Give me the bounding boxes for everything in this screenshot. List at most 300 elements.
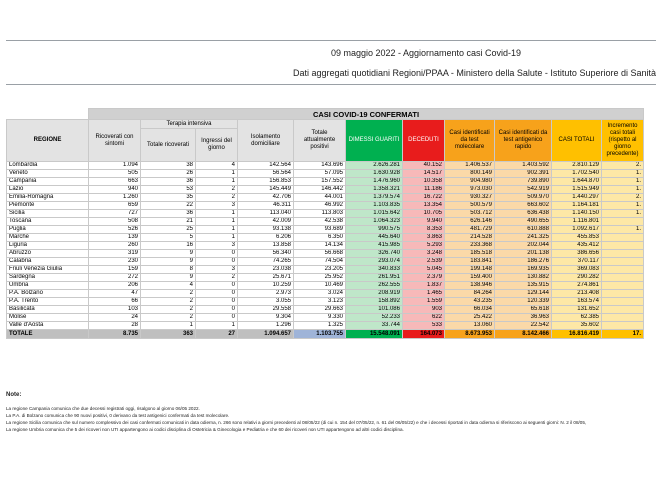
table-cell: 11.186 (403, 186, 445, 194)
table-cell: 0 (196, 250, 238, 258)
table-row (7, 162, 644, 170)
top-rule (6, 40, 656, 41)
table-cell: 1.260 (89, 194, 141, 202)
table-cell: 1. (602, 170, 644, 178)
table-cell: 319 (89, 250, 141, 258)
region-name: Sardegna (7, 274, 89, 282)
table-cell: 9 (141, 274, 196, 282)
table-cell: 66 (89, 298, 141, 306)
table-row (7, 218, 644, 226)
table-cell: 274.861 (552, 282, 602, 290)
table-cell: 206 (89, 282, 141, 290)
table-cell: 2 (141, 306, 196, 314)
col-header-casi-totali: CASI TOTALI (552, 120, 602, 162)
region-name: Liguria (7, 242, 89, 250)
table-cell: 66.034 (445, 306, 495, 314)
table-cell: 636.438 (495, 210, 552, 218)
table-cell: 293.074 (346, 258, 403, 266)
table-cell: 2.626.281 (346, 162, 403, 170)
table-row (7, 194, 644, 202)
table-cell: 52.233 (346, 314, 403, 322)
table-cell: 36.963 (495, 314, 552, 322)
table-cell: 29.663 (294, 306, 346, 314)
table-cell: 363 (141, 330, 196, 339)
table-cell: 8.142.466 (495, 330, 552, 339)
table-cell: 370.117 (552, 258, 602, 266)
report-subtitle: Dati aggregati quotidiani Regioni/PPAA - Ministero della Salute - Istituto Superiore di Sanità (292, 68, 656, 78)
table-cell: 2.973 (238, 290, 294, 298)
table-cell: 5.293 (403, 242, 445, 250)
region-name: Molise (7, 314, 89, 322)
table-cell (602, 250, 644, 258)
table-cell: 47 (89, 290, 141, 298)
col-header: Totale ricoverati (141, 129, 196, 162)
table-cell: 1. (602, 202, 644, 210)
table-cell: 739.890 (495, 178, 552, 186)
table-cell: 202.044 (495, 242, 552, 250)
report-title: 09 maggio 2022 - Aggiornamento casi Covid-19 (330, 48, 522, 58)
col-header-deceduti: DECEDUTI (403, 120, 445, 162)
table-cell: 8 (141, 266, 196, 274)
table-cell: 183.841 (445, 258, 495, 266)
table-cell: 13.858 (238, 242, 294, 250)
table-cell: 23.038 (238, 266, 294, 274)
table-cell: 25.671 (238, 274, 294, 282)
table-cell: 3.248 (403, 250, 445, 258)
table-cell: 10.705 (403, 210, 445, 218)
table-cell: 3.123 (294, 298, 346, 306)
table-cell: 445.640 (346, 234, 403, 242)
table-cell: 1.092.617 (552, 226, 602, 234)
region-name: Lombardia (7, 162, 89, 170)
table-cell: 1.140.150 (552, 210, 602, 218)
table-cell: 1.406.537 (445, 162, 495, 170)
icu-group-header: Terapia intensiva (141, 120, 238, 129)
table-cell: 663 (89, 178, 141, 186)
table-cell: 1 (196, 210, 238, 218)
table-cell (602, 282, 644, 290)
table-cell: 9.940 (403, 218, 445, 226)
table-cell: 930.327 (445, 194, 495, 202)
table-cell: 455.853 (552, 234, 602, 242)
region-header: REGIONE (7, 120, 89, 162)
table-cell (602, 314, 644, 322)
table-cell: 93.138 (238, 226, 294, 234)
table-cell: 5.045 (403, 266, 445, 274)
region-name: Sicilia (7, 210, 89, 218)
region-name: Friuli Venezia Giulia (7, 266, 89, 274)
table-cell: 10.358 (403, 178, 445, 186)
table-cell: 0 (196, 290, 238, 298)
table-row (7, 250, 644, 258)
table-cell: 8.673.953 (445, 330, 495, 339)
table-cell (602, 266, 644, 274)
table-cell: 500.579 (445, 202, 495, 210)
table-cell: 25.422 (445, 314, 495, 322)
table-cell: 138.946 (445, 282, 495, 290)
region-name: Calabria (7, 258, 89, 266)
table-cell: 1.837 (403, 282, 445, 290)
table-cell: 5 (141, 234, 196, 242)
table-cell: 143.696 (294, 162, 346, 170)
table-cell: 4 (141, 282, 196, 290)
table-cell: 131.652 (552, 306, 602, 314)
note-line: La P.A. di Bolzano comunica che 90 nuovi positivi, 0 derivano da test antigenici confermati da test molecolare. (6, 413, 230, 418)
table-cell: 2.539 (403, 258, 445, 266)
total-row (7, 330, 644, 339)
table-cell: 1 (196, 170, 238, 178)
table-cell: 8.735 (89, 330, 141, 339)
table-cell: 84.264 (445, 290, 495, 298)
table-cell: 3 (196, 242, 238, 250)
table-cell: 386.656 (552, 250, 602, 258)
table-cell: 1.476.960 (346, 178, 403, 186)
table-cell: 13.060 (445, 322, 495, 330)
table-cell: 46.992 (294, 202, 346, 210)
table-cell: 1.515.949 (552, 186, 602, 194)
table-cell: 1 (196, 234, 238, 242)
table-cell: 904.980 (445, 178, 495, 186)
table-cell: 490.655 (495, 218, 552, 226)
table-cell: 727 (89, 210, 141, 218)
table-cell: 120.339 (495, 298, 552, 306)
region-name: Campania (7, 178, 89, 186)
table-cell: 62.385 (552, 314, 602, 322)
table-row (7, 258, 644, 266)
table-cell: 526 (89, 226, 141, 234)
table-row (7, 186, 644, 194)
table-cell: 1. (602, 210, 644, 218)
table-row (7, 290, 644, 298)
table-cell: 2 (196, 194, 238, 202)
table-row (7, 170, 644, 178)
blank-corner (7, 109, 89, 120)
table-cell: 9.330 (294, 314, 346, 322)
table-cell: 1.064.323 (346, 218, 403, 226)
table-cell: 659 (89, 202, 141, 210)
table-cell: 9 (141, 250, 196, 258)
table-cell: 25 (141, 226, 196, 234)
table-cell: 2 (141, 298, 196, 306)
table-cell: 16.722 (403, 194, 445, 202)
table-cell: 1.440.297 (552, 194, 602, 202)
table-cell (602, 322, 644, 330)
table-cell: 2 (196, 274, 238, 282)
table-cell: 0 (196, 258, 238, 266)
region-name: Puglia (7, 226, 89, 234)
table-cell: 2 (141, 290, 196, 298)
table-cell: 2. (602, 194, 644, 202)
region-name: Lazio (7, 186, 89, 194)
table-cell: 1.164.181 (552, 202, 602, 210)
table-cell: 42.538 (294, 218, 346, 226)
table-cell: 415.985 (346, 242, 403, 250)
table-cell: 185.518 (445, 250, 495, 258)
table-cell: 156.853 (238, 178, 294, 186)
table-cell: 610.888 (495, 226, 552, 234)
table-cell: 505 (89, 170, 141, 178)
table-cell: 42.706 (238, 194, 294, 202)
table-cell: 0 (196, 282, 238, 290)
table-cell: 233.368 (445, 242, 495, 250)
table-cell: 973.030 (445, 186, 495, 194)
table-cell (602, 290, 644, 298)
region-name: P.A. Trento (7, 298, 89, 306)
table-cell: 139 (89, 234, 141, 242)
table-cell: 40.152 (403, 162, 445, 170)
table-cell: 135.915 (495, 282, 552, 290)
table-cell: 46.311 (238, 202, 294, 210)
table-cell: 56.340 (238, 250, 294, 258)
note-line: La regione Umbria comunica che 5 dei ricoveri non UTI appartengono ai codici disciplina di Ostetricia & Ginecologia e Pediatria e che 60 dei ricoveri non UTI appartengono ad altri codici disciplina. (6, 427, 404, 432)
table-cell: 3.863 (403, 234, 445, 242)
table-cell: 262.555 (346, 282, 403, 290)
table-cell: 142.564 (238, 162, 294, 170)
table-cell: 16 (141, 242, 196, 250)
table-cell: 1 (196, 218, 238, 226)
table-cell: 14.517 (403, 170, 445, 178)
table-cell: 1.103.755 (294, 330, 346, 339)
table-cell: 481.729 (445, 226, 495, 234)
col-header: Isolamento domiciliare (238, 120, 294, 162)
table-cell: 35.602 (552, 322, 602, 330)
table-cell: 990.575 (346, 226, 403, 234)
col-header: Totale attualmente positivi (294, 120, 346, 162)
table-cell: 15.548.091 (346, 330, 403, 339)
table-cell: 145.449 (238, 186, 294, 194)
table-row (7, 178, 644, 186)
table-cell: 159.400 (445, 274, 495, 282)
table-cell: 1.094.657 (238, 330, 294, 339)
table-cell: 6.350 (294, 234, 346, 242)
table-cell: 22 (141, 202, 196, 210)
table-cell: 25.952 (294, 274, 346, 282)
region-name: P.A. Bolzano (7, 290, 89, 298)
table-cell: 16.816.419 (552, 330, 602, 339)
table-cell: 158.892 (346, 298, 403, 306)
table-cell: 260 (89, 242, 141, 250)
table-cell: 1.296 (238, 322, 294, 330)
table-cell: 261.951 (346, 274, 403, 282)
table-cell (602, 234, 644, 242)
note-line: La regione Campania comunica che due decessi registrati oggi, risalgono al giorno 06/05 2022. (6, 406, 200, 411)
col-header: Ingressi del giorno (196, 129, 238, 162)
table-cell: 340.833 (346, 266, 403, 274)
table-cell: 8.353 (403, 226, 445, 234)
table-cell: 103 (89, 306, 141, 314)
table-cell: 626.146 (445, 218, 495, 226)
table-cell: 2. (602, 162, 644, 170)
covid-cases-table (6, 108, 644, 339)
region-name: Abruzzo (7, 250, 89, 258)
col-header: Ricoverati con sintomi (89, 120, 141, 162)
table-cell: 1 (196, 178, 238, 186)
notes-section (6, 392, 586, 433)
table-row (7, 226, 644, 234)
table-cell: 201.138 (495, 250, 552, 258)
table-cell: 542.919 (495, 186, 552, 194)
table-cell (602, 298, 644, 306)
table-cell: 44.001 (294, 194, 346, 202)
table-cell: 24 (89, 314, 141, 322)
region-name: Basilicata (7, 306, 89, 314)
table-cell: 3 (196, 202, 238, 210)
table-cell: 508 (89, 218, 141, 226)
table-cell: 26 (141, 170, 196, 178)
table-cell: 10.259 (238, 282, 294, 290)
table-cell: 28 (89, 322, 141, 330)
table-cell: 0 (196, 314, 238, 322)
table-cell (602, 274, 644, 282)
table-cell: 10.469 (294, 282, 346, 290)
table-cell: 1. (602, 226, 644, 234)
region-name: TOTALE (7, 330, 89, 339)
table-cell: 6.206 (238, 234, 294, 242)
table-cell: 27 (196, 330, 238, 339)
table-cell: 33.744 (346, 322, 403, 330)
table-cell: 1.465 (403, 290, 445, 298)
table-cell: 157.552 (294, 178, 346, 186)
region-name: Umbria (7, 282, 89, 290)
table-cell: 0 (196, 306, 238, 314)
table-cell: 272 (89, 274, 141, 282)
table-cell: 21 (141, 218, 196, 226)
table-cell: 1.103.835 (346, 202, 403, 210)
table-cell: 369.083 (552, 266, 602, 274)
table-cell (602, 306, 644, 314)
note-line: La regione Sicilia comunica che sul numero complessivo dei casi confermati comunicati in data odierna, n. 266 sono relativi a giorni precedenti al 08/05/22 (di cui n. 154 del 07/05/22, n. 61 del 06/05/22) e che i decessi riportati in data odierna si riferiscono ai seguenti giorni: N. 2 il 08/05, (6, 420, 587, 425)
table-cell: 113.803 (294, 210, 346, 218)
table-cell: 17. (602, 330, 644, 339)
table-row (7, 242, 644, 250)
table-cell: 23.205 (294, 266, 346, 274)
table-cell: 326.740 (346, 250, 403, 258)
table-cell: 38 (141, 162, 196, 170)
table-cell: 1.702.540 (552, 170, 602, 178)
table-cell: 93.689 (294, 226, 346, 234)
table-cell: 902.391 (495, 170, 552, 178)
table-cell: 56.668 (294, 250, 346, 258)
table-cell: 533 (403, 322, 445, 330)
table-row (7, 306, 644, 314)
col-header-molecolare: Casi identificati da test molecolare (445, 120, 495, 162)
table-cell (602, 218, 644, 226)
table-banner: CASI COVID-19 CONFERMATI (89, 109, 644, 120)
notes-title: Note: (6, 392, 22, 398)
table-cell: 663.602 (495, 202, 552, 210)
table-cell: 1.630.928 (346, 170, 403, 178)
table-cell: 130.882 (495, 274, 552, 282)
table-cell: 36 (141, 178, 196, 186)
table-cell: 2.810.129 (552, 162, 602, 170)
table-row (7, 314, 644, 322)
table-cell: 74.504 (294, 258, 346, 266)
table-cell: 163.574 (552, 298, 602, 306)
table-cell: 903 (403, 306, 445, 314)
table-cell: 1. (602, 186, 644, 194)
table-cell: 2.379 (403, 274, 445, 282)
table-cell: 9 (141, 258, 196, 266)
table-cell: 1.094 (89, 162, 141, 170)
table-cell: 36 (141, 210, 196, 218)
table-cell: 230 (89, 258, 141, 266)
table-cell: 2 (196, 186, 238, 194)
col-header-antigenico: Casi identificati da test antigenico rapido (495, 120, 552, 162)
table-cell: 2 (141, 314, 196, 322)
table-cell: 22.542 (495, 322, 552, 330)
table-row (7, 282, 644, 290)
table-cell: 214.528 (445, 234, 495, 242)
table-cell: 1.644.870 (552, 178, 602, 186)
table-cell: 0 (196, 298, 238, 306)
table-cell: 129.144 (495, 290, 552, 298)
table-cell: 503.712 (445, 210, 495, 218)
table-cell: 509.970 (495, 194, 552, 202)
table-cell: 42.009 (238, 218, 294, 226)
table-cell: 3.055 (238, 298, 294, 306)
table-cell: 146.442 (294, 186, 346, 194)
table-cell: 241.325 (495, 234, 552, 242)
table-cell: 13.354 (403, 202, 445, 210)
table-cell: 65.618 (495, 306, 552, 314)
region-name: Emilia-Romagna (7, 194, 89, 202)
table-cell: 53 (141, 186, 196, 194)
table-cell: 74.265 (238, 258, 294, 266)
region-name: Toscana (7, 218, 89, 226)
table-cell: 1.015.642 (346, 210, 403, 218)
table-cell: 1 (196, 322, 238, 330)
table-cell: 3.024 (294, 290, 346, 298)
table-cell: 1 (196, 226, 238, 234)
table-cell: 1.325 (294, 322, 346, 330)
table-row (7, 266, 644, 274)
table-cell (602, 242, 644, 250)
table-cell: 29.558 (238, 306, 294, 314)
region-name: Valle d'Aosta (7, 322, 89, 330)
table-row (7, 202, 644, 210)
table-cell: 14.134 (294, 242, 346, 250)
table-cell: 199.148 (445, 266, 495, 274)
table-cell: 1 (141, 322, 196, 330)
col-header-incremento: Incremento casi totali (rispetto al giorno precedente) (602, 120, 644, 162)
table-cell: 9.304 (238, 314, 294, 322)
table-cell: 56.564 (238, 170, 294, 178)
table-cell: 186.276 (495, 258, 552, 266)
table-cell: 800.149 (445, 170, 495, 178)
table-cell: 101.086 (346, 306, 403, 314)
table-cell: 43.235 (445, 298, 495, 306)
table-row (7, 322, 644, 330)
table-row (7, 298, 644, 306)
table-cell: 164.073 (403, 330, 445, 339)
table-cell: 622 (403, 314, 445, 322)
table-row (7, 274, 644, 282)
header-rule (6, 84, 656, 85)
table-cell: 213.408 (552, 290, 602, 298)
table-cell: 4 (196, 162, 238, 170)
table-cell: 3 (196, 266, 238, 274)
table-cell: 1.379.574 (346, 194, 403, 202)
table-row (7, 234, 644, 242)
table-cell: 1.403.592 (495, 162, 552, 170)
table-cell: 435.412 (552, 242, 602, 250)
table-cell: 1. (602, 178, 644, 186)
region-name: Marche (7, 234, 89, 242)
region-name: Piemonte (7, 202, 89, 210)
col-header-guariti: DIMESSI GUARITI (346, 120, 403, 162)
table-cell: 1.559 (403, 298, 445, 306)
table-cell: 208.919 (346, 290, 403, 298)
